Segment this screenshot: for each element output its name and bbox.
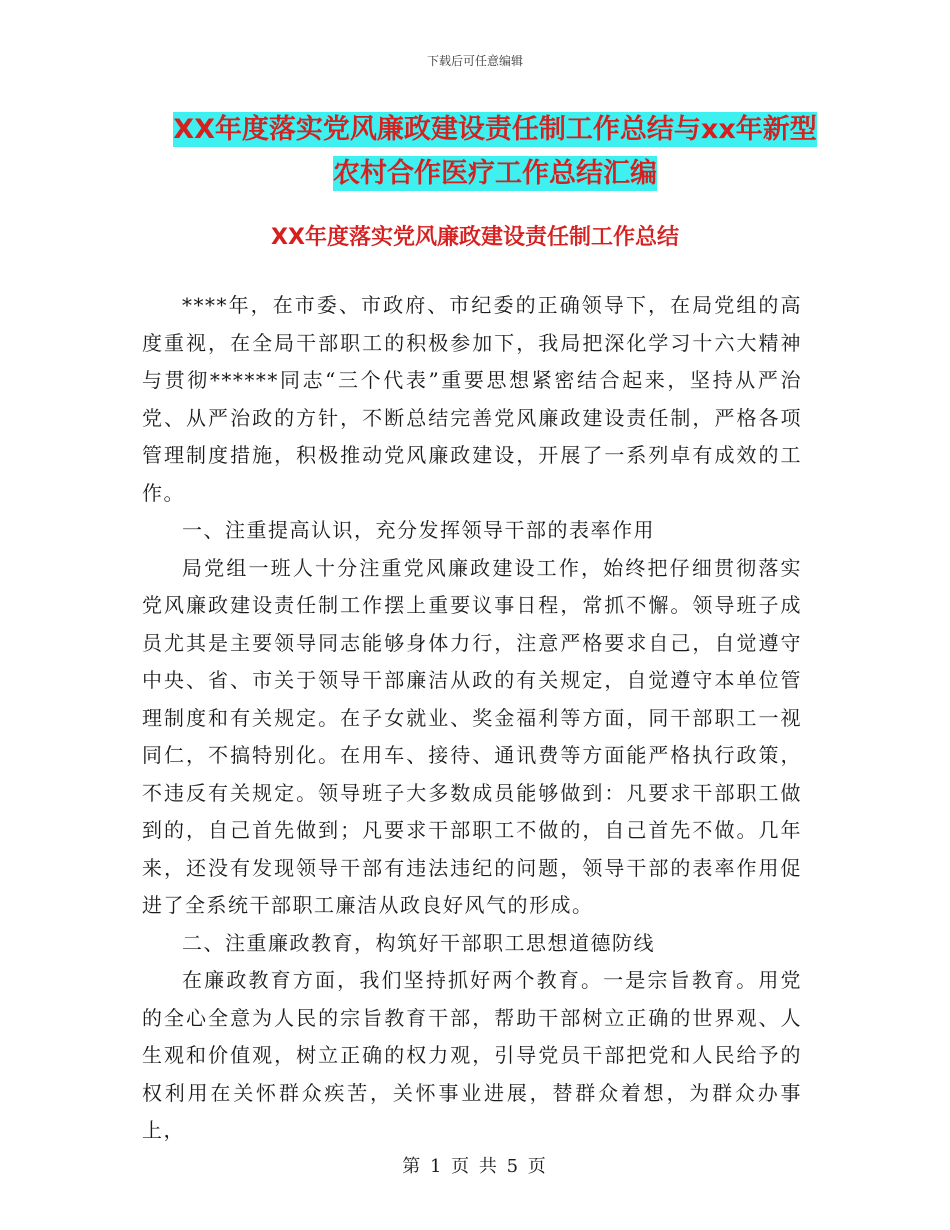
document-title-line-1: XX年度落实党风廉政建设责任制工作总结与xx年新型	[173, 114, 817, 145]
heading-point-two: 二、注重廉政教育，构筑好干部职工思想道德防线	[182, 930, 655, 955]
paragraph-point-one: 局党组一班人十分注重党风廉政建设工作，始终把仔细贯彻落实党风廉政建设责任制工作摆上重要议事日程，常抓不懈。领导班子成员尤其是主要领导同志能够身体力行，注意严格要求自己，自觉遵守中央、省、市关于领导干部廉洁从政的有关规定，自觉遵守本单位管理制度和有关规定。在子女就业、奖金福利等方面，同干部职工一视同仁，不搞特别化。在用车、接待、通讯费等方面能严格执行政策，不违反有关规定。领导班子大多数成员能够做到：凡要求干部职工做到的，自己首先做到；凡要求干部职工不做的，自己首先不做。几年来，还没有发现领导干部有违法违纪的问题，领导干部的表率作用促进了全系统干部职工廉洁从政良好风气的形成。	[142, 555, 802, 917]
paragraph-point-two: 在廉政教育方面，我们坚持抓好两个教育。一是宗旨教育。用党的全心全意为人民的宗旨教育干部，帮助干部树立正确的世界观、人生观和价值观，树立正确的权力观，引导党员干部把党和人民给予的权利用在关怀群众疾苦，关怀事业进展，替群众着想，为群众办事上，	[142, 968, 802, 1142]
document-title	[140, 108, 850, 196]
section-title: XX年度落实党风廉政建设责任制工作总结	[271, 225, 679, 250]
heading-point-one: 一、注重提高认识，充分发挥领导干部的表率作用	[182, 518, 655, 542]
page-number: 第 1 页 共 5 页	[402, 1156, 548, 1177]
document-body	[142, 287, 802, 1150]
paragraph-intro: ****年，在市委、市政府、市纪委的正确领导下，在局党组的高度重视，在全局干部职工的积极参加下，我局把深化学习十六大精神与贯彻******同志“三个代表”重要思想紧密结合起来，坚持从严治党、从严治政的方针，不断总结完善党风廉政建设责任制，严格各项管理制度措施，积极推动党风廉政建设，开展了一系列卓有成效的工作。	[142, 293, 802, 505]
page-header-note: 下载后可任意编辑	[426, 54, 523, 68]
document-title-line-2: 农村合作医疗工作总结汇编	[333, 158, 657, 189]
